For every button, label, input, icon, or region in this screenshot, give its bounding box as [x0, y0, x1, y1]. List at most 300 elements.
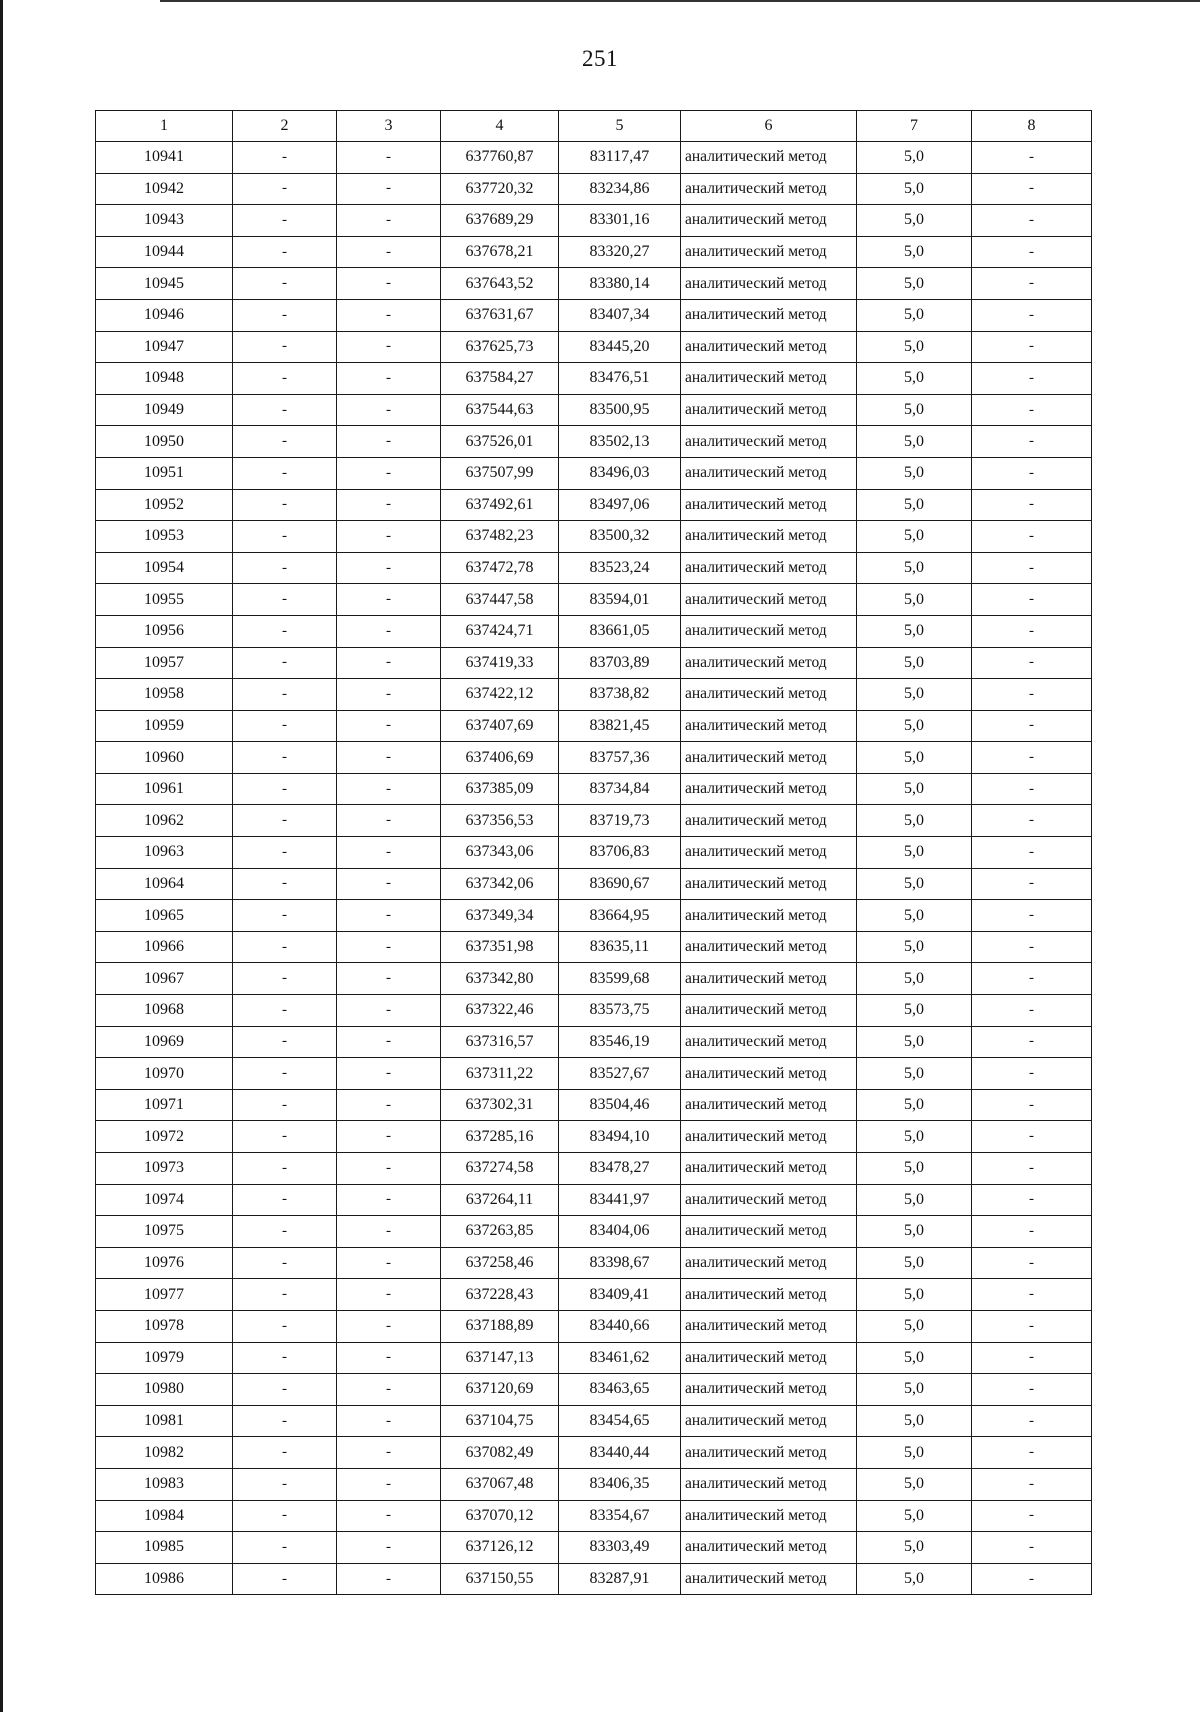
x-coordinate-cell: 637274,58 — [441, 1153, 559, 1185]
col-2-value-cell: - — [233, 1532, 337, 1564]
col-8-value-cell: - — [972, 1437, 1092, 1469]
method-cell: аналитический метод — [681, 1089, 857, 1121]
table-row — [96, 1058, 1092, 1090]
x-coordinate-cell: 637507,99 — [441, 457, 559, 489]
method-cell: аналитический метод — [681, 805, 857, 837]
point-number-cell: 10952 — [96, 489, 233, 521]
y-coordinate-cell: 83690,67 — [559, 868, 681, 900]
accuracy-cell: 5,0 — [857, 142, 972, 174]
col-3-value-cell: - — [337, 489, 441, 521]
accuracy-cell: 5,0 — [857, 236, 972, 268]
col-2-value-cell: - — [233, 868, 337, 900]
col-2-value-cell: - — [233, 710, 337, 742]
accuracy-cell: 5,0 — [857, 1121, 972, 1153]
accuracy-cell: 5,0 — [857, 426, 972, 458]
accuracy-cell: 5,0 — [857, 1026, 972, 1058]
method-cell: аналитический метод — [681, 584, 857, 616]
accuracy-cell: 5,0 — [857, 394, 972, 426]
y-coordinate-cell: 83117,47 — [559, 142, 681, 174]
col-8-value-cell: - — [972, 299, 1092, 331]
col-2-value-cell: - — [233, 457, 337, 489]
method-cell: аналитический метод — [681, 1342, 857, 1374]
x-coordinate-cell: 637285,16 — [441, 1121, 559, 1153]
col-8-value-cell: - — [972, 268, 1092, 300]
y-coordinate-cell: 83303,49 — [559, 1532, 681, 1564]
col-2-value-cell: - — [233, 615, 337, 647]
y-coordinate-cell: 83354,67 — [559, 1500, 681, 1532]
table-row — [96, 742, 1092, 774]
method-cell: аналитический метод — [681, 489, 857, 521]
method-cell: аналитический метод — [681, 552, 857, 584]
col-3-value-cell: - — [337, 1058, 441, 1090]
col-8-value-cell: - — [972, 236, 1092, 268]
method-cell: аналитический метод — [681, 773, 857, 805]
point-number-cell: 10961 — [96, 773, 233, 805]
col-2-value-cell: - — [233, 1279, 337, 1311]
x-coordinate-cell: 637356,53 — [441, 805, 559, 837]
col-2-value-cell: - — [233, 1342, 337, 1374]
col-3-value-cell: - — [337, 995, 441, 1027]
col-3-value-cell: - — [337, 1342, 441, 1374]
col-8-value-cell: - — [972, 1405, 1092, 1437]
col-8-value-cell: - — [972, 837, 1092, 869]
col-2-value-cell: - — [233, 173, 337, 205]
table-row — [96, 1405, 1092, 1437]
column-header-2: 2 — [233, 111, 337, 142]
table-row — [96, 299, 1092, 331]
table-row — [96, 1563, 1092, 1595]
x-coordinate-cell: 637625,73 — [441, 331, 559, 363]
table-row — [96, 1026, 1092, 1058]
col-8-value-cell: - — [972, 521, 1092, 553]
col-2-value-cell: - — [233, 1058, 337, 1090]
point-number-cell: 10959 — [96, 710, 233, 742]
table-row — [96, 837, 1092, 869]
col-2-value-cell: - — [233, 1121, 337, 1153]
point-number-cell: 10963 — [96, 837, 233, 869]
method-cell: аналитический метод — [681, 173, 857, 205]
x-coordinate-cell: 637311,22 — [441, 1058, 559, 1090]
method-cell: аналитический метод — [681, 615, 857, 647]
point-number-cell: 10976 — [96, 1247, 233, 1279]
col-3-value-cell: - — [337, 1026, 441, 1058]
point-number-cell: 10970 — [96, 1058, 233, 1090]
accuracy-cell: 5,0 — [857, 1184, 972, 1216]
point-number-cell: 10975 — [96, 1216, 233, 1248]
point-number-cell: 10941 — [96, 142, 233, 174]
point-number-cell: 10947 — [96, 331, 233, 363]
col-8-value-cell: - — [972, 1374, 1092, 1406]
col-3-value-cell: - — [337, 552, 441, 584]
col-2-value-cell: - — [233, 1247, 337, 1279]
point-number-cell: 10978 — [96, 1310, 233, 1342]
column-header-4: 4 — [441, 111, 559, 142]
x-coordinate-cell: 637689,29 — [441, 205, 559, 237]
accuracy-cell: 5,0 — [857, 457, 972, 489]
x-coordinate-cell: 637544,63 — [441, 394, 559, 426]
col-8-value-cell: - — [972, 742, 1092, 774]
col-3-value-cell: - — [337, 363, 441, 395]
table-row — [96, 1153, 1092, 1185]
accuracy-cell: 5,0 — [857, 931, 972, 963]
method-cell: аналитический метод — [681, 1247, 857, 1279]
table-row — [96, 489, 1092, 521]
col-3-value-cell: - — [337, 1563, 441, 1595]
col-2-value-cell: - — [233, 1500, 337, 1532]
col-3-value-cell: - — [337, 173, 441, 205]
col-3-value-cell: - — [337, 1089, 441, 1121]
x-coordinate-cell: 637406,69 — [441, 742, 559, 774]
y-coordinate-cell: 83504,46 — [559, 1089, 681, 1121]
col-8-value-cell: - — [972, 363, 1092, 395]
point-number-cell: 10945 — [96, 268, 233, 300]
point-number-cell: 10946 — [96, 299, 233, 331]
method-cell: аналитический метод — [681, 363, 857, 395]
col-2-value-cell: - — [233, 647, 337, 679]
method-cell: аналитический метод — [681, 268, 857, 300]
col-3-value-cell: - — [337, 142, 441, 174]
table-row — [96, 805, 1092, 837]
col-8-value-cell: - — [972, 1468, 1092, 1500]
accuracy-cell: 5,0 — [857, 331, 972, 363]
col-2-value-cell: - — [233, 773, 337, 805]
point-number-cell: 10974 — [96, 1184, 233, 1216]
table-row — [96, 1342, 1092, 1374]
y-coordinate-cell: 83497,06 — [559, 489, 681, 521]
table-row — [96, 457, 1092, 489]
x-coordinate-cell: 637351,98 — [441, 931, 559, 963]
point-number-cell: 10983 — [96, 1468, 233, 1500]
method-cell: аналитический метод — [681, 1468, 857, 1500]
y-coordinate-cell: 83463,65 — [559, 1374, 681, 1406]
table-row — [96, 1468, 1092, 1500]
col-2-value-cell: - — [233, 363, 337, 395]
x-coordinate-cell: 637258,46 — [441, 1247, 559, 1279]
table-row — [96, 394, 1092, 426]
point-number-cell: 10984 — [96, 1500, 233, 1532]
accuracy-cell: 5,0 — [857, 1500, 972, 1532]
x-coordinate-cell: 637482,23 — [441, 521, 559, 553]
col-2-value-cell: - — [233, 236, 337, 268]
col-8-value-cell: - — [972, 773, 1092, 805]
table-row — [96, 363, 1092, 395]
point-number-cell: 10943 — [96, 205, 233, 237]
method-cell: аналитический метод — [681, 742, 857, 774]
table-row — [96, 142, 1092, 174]
accuracy-cell: 5,0 — [857, 1089, 972, 1121]
col-3-value-cell: - — [337, 1279, 441, 1311]
col-2-value-cell: - — [233, 205, 337, 237]
point-number-cell: 10953 — [96, 521, 233, 553]
accuracy-cell: 5,0 — [857, 1532, 972, 1564]
point-number-cell: 10967 — [96, 963, 233, 995]
method-cell: аналитический метод — [681, 710, 857, 742]
x-coordinate-cell: 637422,12 — [441, 679, 559, 711]
table-row — [96, 1216, 1092, 1248]
method-cell: аналитический метод — [681, 837, 857, 869]
x-coordinate-cell: 637385,09 — [441, 773, 559, 805]
method-cell: аналитический метод — [681, 1216, 857, 1248]
y-coordinate-cell: 83573,75 — [559, 995, 681, 1027]
col-2-value-cell: - — [233, 1468, 337, 1500]
accuracy-cell: 5,0 — [857, 268, 972, 300]
col-2-value-cell: - — [233, 1153, 337, 1185]
table-row — [96, 584, 1092, 616]
accuracy-cell: 5,0 — [857, 1216, 972, 1248]
col-8-value-cell: - — [972, 615, 1092, 647]
col-8-value-cell: - — [972, 142, 1092, 174]
method-cell: аналитический метод — [681, 299, 857, 331]
point-number-cell: 10960 — [96, 742, 233, 774]
point-number-cell: 10985 — [96, 1532, 233, 1564]
method-cell: аналитический метод — [681, 426, 857, 458]
col-8-value-cell: - — [972, 805, 1092, 837]
accuracy-cell: 5,0 — [857, 995, 972, 1027]
x-coordinate-cell: 637188,89 — [441, 1310, 559, 1342]
y-coordinate-cell: 83445,20 — [559, 331, 681, 363]
col-2-value-cell: - — [233, 1437, 337, 1469]
method-cell: аналитический метод — [681, 1058, 857, 1090]
y-coordinate-cell: 83494,10 — [559, 1121, 681, 1153]
col-3-value-cell: - — [337, 331, 441, 363]
method-cell: аналитический метод — [681, 1563, 857, 1595]
col-8-value-cell: - — [972, 331, 1092, 363]
accuracy-cell: 5,0 — [857, 615, 972, 647]
method-cell: аналитический метод — [681, 931, 857, 963]
x-coordinate-cell: 637343,06 — [441, 837, 559, 869]
x-coordinate-cell: 637342,80 — [441, 963, 559, 995]
y-coordinate-cell: 83661,05 — [559, 615, 681, 647]
header-row — [96, 111, 1092, 142]
y-coordinate-cell: 83496,03 — [559, 457, 681, 489]
accuracy-cell: 5,0 — [857, 1437, 972, 1469]
method-cell: аналитический метод — [681, 1184, 857, 1216]
table-row — [96, 1089, 1092, 1121]
accuracy-cell: 5,0 — [857, 1153, 972, 1185]
point-number-cell: 10964 — [96, 868, 233, 900]
table-row — [96, 1247, 1092, 1279]
point-number-cell: 10942 — [96, 173, 233, 205]
col-8-value-cell: - — [972, 1563, 1092, 1595]
method-cell: аналитический метод — [681, 1310, 857, 1342]
y-coordinate-cell: 83409,41 — [559, 1279, 681, 1311]
col-2-value-cell: - — [233, 931, 337, 963]
accuracy-cell: 5,0 — [857, 1563, 972, 1595]
page-number: 251 — [582, 46, 618, 71]
y-coordinate-cell: 83454,65 — [559, 1405, 681, 1437]
accuracy-cell: 5,0 — [857, 205, 972, 237]
y-coordinate-cell: 83301,16 — [559, 205, 681, 237]
point-number-cell: 10973 — [96, 1153, 233, 1185]
col-3-value-cell: - — [337, 205, 441, 237]
col-2-value-cell: - — [233, 584, 337, 616]
col-3-value-cell: - — [337, 268, 441, 300]
x-coordinate-cell: 637342,06 — [441, 868, 559, 900]
col-2-value-cell: - — [233, 1310, 337, 1342]
col-3-value-cell: - — [337, 1310, 441, 1342]
col-2-value-cell: - — [233, 837, 337, 869]
table-row — [96, 1279, 1092, 1311]
method-cell: аналитический метод — [681, 1374, 857, 1406]
accuracy-cell: 5,0 — [857, 521, 972, 553]
x-coordinate-cell: 637147,13 — [441, 1342, 559, 1374]
col-3-value-cell: - — [337, 1437, 441, 1469]
x-coordinate-cell: 637228,43 — [441, 1279, 559, 1311]
y-coordinate-cell: 83635,11 — [559, 931, 681, 963]
x-coordinate-cell: 637322,46 — [441, 995, 559, 1027]
accuracy-cell: 5,0 — [857, 1058, 972, 1090]
table-row — [96, 1500, 1092, 1532]
col-3-value-cell: - — [337, 299, 441, 331]
method-cell: аналитический метод — [681, 142, 857, 174]
x-coordinate-cell: 637150,55 — [441, 1563, 559, 1595]
method-cell: аналитический метод — [681, 394, 857, 426]
col-3-value-cell: - — [337, 426, 441, 458]
col-3-value-cell: - — [337, 837, 441, 869]
x-coordinate-cell: 637526,01 — [441, 426, 559, 458]
col-3-value-cell: - — [337, 1153, 441, 1185]
accuracy-cell: 5,0 — [857, 363, 972, 395]
y-coordinate-cell: 83664,95 — [559, 900, 681, 932]
x-coordinate-cell: 637302,31 — [441, 1089, 559, 1121]
col-2-value-cell: - — [233, 552, 337, 584]
y-coordinate-cell: 83404,06 — [559, 1216, 681, 1248]
point-number-cell: 10972 — [96, 1121, 233, 1153]
point-number-cell: 10948 — [96, 363, 233, 395]
point-number-cell: 10951 — [96, 457, 233, 489]
method-cell: аналитический метод — [681, 1405, 857, 1437]
y-coordinate-cell: 83738,82 — [559, 679, 681, 711]
accuracy-cell: 5,0 — [857, 679, 972, 711]
method-cell: аналитический метод — [681, 963, 857, 995]
x-coordinate-cell: 637492,61 — [441, 489, 559, 521]
y-coordinate-cell: 83821,45 — [559, 710, 681, 742]
x-coordinate-cell: 637407,69 — [441, 710, 559, 742]
method-cell: аналитический метод — [681, 205, 857, 237]
accuracy-cell: 5,0 — [857, 900, 972, 932]
col-3-value-cell: - — [337, 1374, 441, 1406]
method-cell: аналитический метод — [681, 331, 857, 363]
point-number-cell: 10982 — [96, 1437, 233, 1469]
table-row — [96, 615, 1092, 647]
col-2-value-cell: - — [233, 521, 337, 553]
col-3-value-cell: - — [337, 584, 441, 616]
y-coordinate-cell: 83523,24 — [559, 552, 681, 584]
y-coordinate-cell: 83594,01 — [559, 584, 681, 616]
y-coordinate-cell: 83478,27 — [559, 1153, 681, 1185]
accuracy-cell: 5,0 — [857, 1247, 972, 1279]
x-coordinate-cell: 637263,85 — [441, 1216, 559, 1248]
scan-top-edge — [160, 0, 1200, 2]
y-coordinate-cell: 83527,67 — [559, 1058, 681, 1090]
col-8-value-cell: - — [972, 394, 1092, 426]
col-3-value-cell: - — [337, 773, 441, 805]
accuracy-cell: 5,0 — [857, 805, 972, 837]
y-coordinate-cell: 83500,32 — [559, 521, 681, 553]
col-2-value-cell: - — [233, 1026, 337, 1058]
accuracy-cell: 5,0 — [857, 868, 972, 900]
x-coordinate-cell: 637720,32 — [441, 173, 559, 205]
col-3-value-cell: - — [337, 1405, 441, 1437]
x-coordinate-cell: 637264,11 — [441, 1184, 559, 1216]
accuracy-cell: 5,0 — [857, 773, 972, 805]
y-coordinate-cell: 83719,73 — [559, 805, 681, 837]
col-8-value-cell: - — [972, 900, 1092, 932]
col-2-value-cell: - — [233, 394, 337, 426]
point-number-cell: 10966 — [96, 931, 233, 963]
col-3-value-cell: - — [337, 1500, 441, 1532]
column-header-8: 8 — [972, 111, 1092, 142]
accuracy-cell: 5,0 — [857, 299, 972, 331]
y-coordinate-cell: 83461,62 — [559, 1342, 681, 1374]
col-2-value-cell: - — [233, 742, 337, 774]
col-3-value-cell: - — [337, 647, 441, 679]
col-8-value-cell: - — [972, 1310, 1092, 1342]
y-coordinate-cell: 83500,95 — [559, 394, 681, 426]
x-coordinate-cell: 637126,12 — [441, 1532, 559, 1564]
point-number-cell: 10968 — [96, 995, 233, 1027]
point-number-cell: 10954 — [96, 552, 233, 584]
point-number-cell: 10944 — [96, 236, 233, 268]
point-number-cell: 10986 — [96, 1563, 233, 1595]
col-3-value-cell: - — [337, 805, 441, 837]
col-2-value-cell: - — [233, 489, 337, 521]
col-8-value-cell: - — [972, 1500, 1092, 1532]
table-row — [96, 773, 1092, 805]
col-2-value-cell: - — [233, 805, 337, 837]
col-3-value-cell: - — [337, 615, 441, 647]
column-header-1: 1 — [96, 111, 233, 142]
table-row — [96, 331, 1092, 363]
col-8-value-cell: - — [972, 457, 1092, 489]
col-3-value-cell: - — [337, 394, 441, 426]
col-8-value-cell: - — [972, 1121, 1092, 1153]
col-2-value-cell: - — [233, 1374, 337, 1406]
col-8-value-cell: - — [972, 931, 1092, 963]
col-8-value-cell: - — [972, 1216, 1092, 1248]
method-cell: аналитический метод — [681, 1153, 857, 1185]
column-header-5: 5 — [559, 111, 681, 142]
table-row — [96, 1532, 1092, 1564]
col-8-value-cell: - — [972, 1058, 1092, 1090]
method-cell: аналитический метод — [681, 457, 857, 489]
y-coordinate-cell: 83757,36 — [559, 742, 681, 774]
x-coordinate-cell: 637120,69 — [441, 1374, 559, 1406]
col-3-value-cell: - — [337, 742, 441, 774]
col-3-value-cell: - — [337, 868, 441, 900]
column-header-6: 6 — [681, 111, 857, 142]
table-row — [96, 205, 1092, 237]
table-row — [96, 710, 1092, 742]
accuracy-cell: 5,0 — [857, 489, 972, 521]
col-8-value-cell: - — [972, 1532, 1092, 1564]
x-coordinate-cell: 637584,27 — [441, 363, 559, 395]
point-number-cell: 10962 — [96, 805, 233, 837]
y-coordinate-cell: 83398,67 — [559, 1247, 681, 1279]
col-3-value-cell: - — [337, 710, 441, 742]
y-coordinate-cell: 83441,97 — [559, 1184, 681, 1216]
accuracy-cell: 5,0 — [857, 552, 972, 584]
col-2-value-cell: - — [233, 1405, 337, 1437]
col-2-value-cell: - — [233, 1089, 337, 1121]
table-row — [96, 963, 1092, 995]
y-coordinate-cell: 83599,68 — [559, 963, 681, 995]
method-cell: аналитический метод — [681, 1279, 857, 1311]
col-3-value-cell: - — [337, 1121, 441, 1153]
col-2-value-cell: - — [233, 268, 337, 300]
table-row — [96, 173, 1092, 205]
point-number-cell: 10979 — [96, 1342, 233, 1374]
